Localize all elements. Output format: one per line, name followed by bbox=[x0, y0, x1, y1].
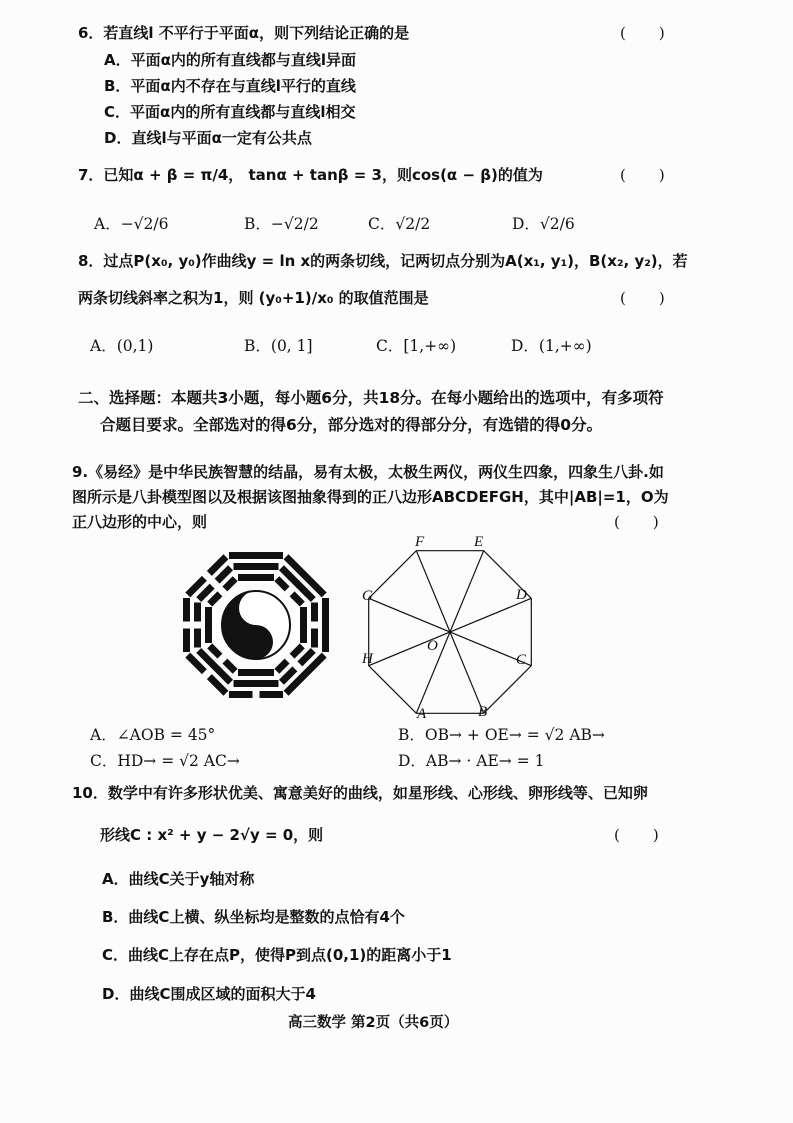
q9-option-b: B．OB→ + OE→ = √2 AB→ bbox=[398, 726, 605, 744]
q6-option-b: B．平面α内不存在与直线l平行的直线 bbox=[104, 77, 356, 95]
q9-stem-line3: 正八边形的中心，则 bbox=[72, 513, 208, 531]
taiji-symbol bbox=[222, 591, 290, 659]
label-F: F bbox=[415, 534, 425, 550]
label-H: H bbox=[362, 651, 373, 667]
trigram bbox=[183, 598, 212, 652]
q10-stem-line1: 10．数学中有许多形状优美、寓意美好的曲线，如星形线、心形线、卵形线等、已知卵 bbox=[72, 784, 648, 802]
q10-option-c: C．曲线C上存在点P，使得P到点(0,1)的距离小于1 bbox=[102, 946, 452, 964]
q7-option-c: C．√2/2 bbox=[368, 215, 431, 233]
q7-option-b: B．−√2/2 bbox=[244, 215, 319, 233]
page-footer: 高三数学 第2页（共6页） bbox=[288, 1015, 459, 1031]
label-O: O bbox=[427, 638, 438, 654]
octagon-diagram bbox=[360, 532, 540, 722]
label-C: C bbox=[516, 652, 527, 668]
label-D: D bbox=[516, 587, 527, 603]
q8-option-a: A．(0,1) bbox=[90, 337, 154, 355]
q6-answer-paren: ( ) bbox=[620, 24, 666, 42]
trigram bbox=[300, 598, 329, 652]
q6-stem: 6．若直线l 不平行于平面α，则下列结论正确的是 bbox=[78, 24, 410, 42]
q8-stem-line1: 8．过点P(x₀, y₀)作曲线y = ln x的两条切线，记两切点分别为A(x₁, y₁)，B(x₂, y₂)，若 bbox=[78, 252, 688, 270]
q9-stem-line1: 9.《易经》是中华民族智慧的结晶，易有太极，太极生两仪，两仪生四象，四象生八卦.如 bbox=[72, 463, 664, 481]
q8-option-d: D．(1,+∞) bbox=[511, 337, 592, 355]
q7-stem: 7．已知α + β = π/4， tanα + tanβ = 3，则cos(α − β)的值为 bbox=[78, 166, 543, 184]
q8-option-c: C．[1,+∞) bbox=[376, 337, 457, 355]
q6-option-c: C．平面α内的所有直线都与直线l相交 bbox=[104, 103, 356, 121]
section2-heading-line1: 二、选择题：本题共3小题，每小题6分，共18分。在每小题给出的选项中，有多项符 bbox=[78, 389, 664, 407]
q10-answer-paren: ( ) bbox=[614, 826, 660, 844]
q8-answer-paren: ( ) bbox=[620, 289, 666, 307]
label-E: E bbox=[474, 534, 484, 550]
q10-option-b: B．曲线C上横、纵坐标均是整数的点恰有4个 bbox=[102, 908, 405, 926]
q10-stem-line2: 形线C : x² + y − 2√y = 0，则 bbox=[100, 826, 324, 844]
bagua-figure bbox=[176, 544, 336, 706]
q8-stem-line2: 两条切线斜率之积为1，则 (y₀+1)/x₀ 的取值范围是 bbox=[78, 289, 429, 307]
q9-option-c: C．HD→ = √2 AC→ bbox=[90, 752, 240, 770]
trigram bbox=[229, 552, 283, 581]
q7-option-d: D．√2/6 bbox=[512, 215, 575, 233]
q9-stem-line2: 图所示是八卦模型图以及根据该图抽象得到的正八边形ABCDEFGH，其中|AB|=1，O为 bbox=[72, 488, 669, 506]
section2-heading-line2: 合题目要求。全部选对的得6分，部分选对的得部分分，有选错的得0分。 bbox=[100, 416, 603, 434]
q6-option-d: D．直线l与平面α一定有公共点 bbox=[104, 129, 312, 147]
label-B: B bbox=[478, 704, 488, 720]
q10-option-d: D．曲线C围成区域的面积大于4 bbox=[102, 985, 316, 1003]
q9-answer-paren: ( ) bbox=[614, 513, 660, 531]
q7-answer-paren: ( ) bbox=[620, 166, 666, 184]
label-G: G bbox=[362, 588, 373, 604]
q7-option-a: A．−√2/6 bbox=[94, 215, 169, 233]
q9-option-d: D．AB→ · AE→ = 1 bbox=[398, 752, 545, 770]
label-A: A bbox=[417, 706, 427, 722]
trigram bbox=[229, 669, 283, 698]
q6-option-a: A．平面α内的所有直线都与直线l异面 bbox=[104, 51, 357, 69]
q9-option-a: A．∠AOB = 45° bbox=[90, 726, 216, 744]
q8-option-b: B．(0, 1] bbox=[244, 337, 313, 355]
q10-option-a: A．曲线C关于y轴对称 bbox=[102, 870, 255, 888]
